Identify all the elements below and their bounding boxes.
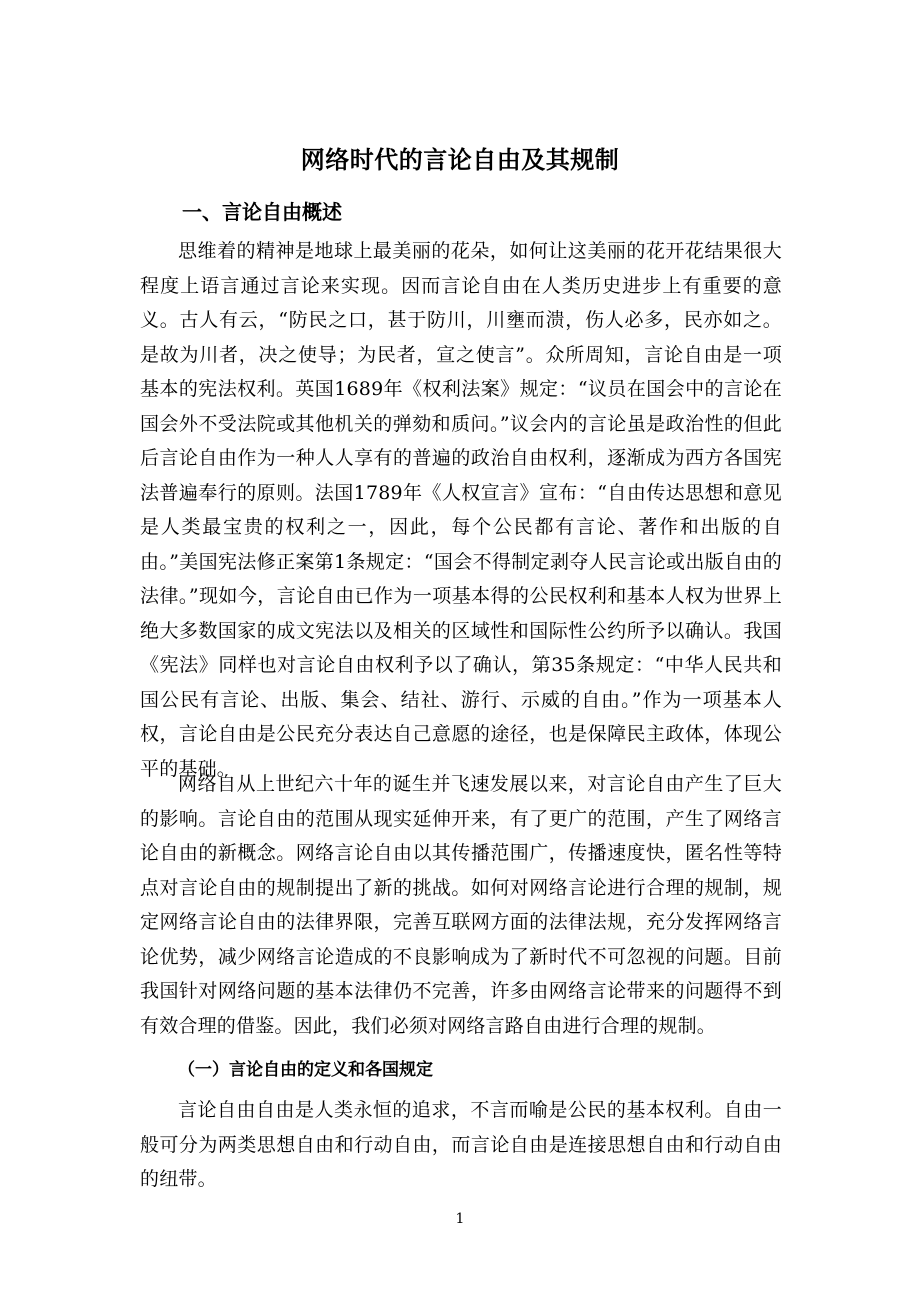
body-paragraph-1: 思维着的精神是地球上最美丽的花朵，如何让这美丽的花开花结果很大程度上语言通过言论来实现。因而言论自由在人类历史进步上有重要的意义。古人有云，“防民之口，甚于防川，川壅而溃，伤人必多，民亦如之。是故为川者，决之使导；为民者，宣之使言”。众所周知，言论自由是一项基本的宪法权利。英国1689年《权利法案》规定：“议员在国会中的言论在国会外不受法院或其他机关的弹劾和质问。”议会内的言论虽是政治性的但此后言论自由作为一种人人享有的普遍的政治自由权利，逐渐成为西方各国宪法普遍奉行的原则。法国1789年《人权宣言》宣布：“自由传达思想和意见是人类最宝贵的权利之一，因此，每个公民都有言论、著作和出版的自由。”美国宪法修正案第1条规定：“国会不得制定剥夺人民言论或出版自由的法律。”现如今，言论自由已作为一项基本得的公民权利和基本人权为世界上绝大多数国家的成文宪法以及相关的区域性和国际性公约所予以确认。我国《宪法》同样也对言论自由权利予以了确认，第35条规定：“中华人民共和国公民有言论、出版、集会、结社、游行、示威的自由。”作为一项基本人权，言论自由是公民充分表达自己意愿的途径，也是保障民主政体，体现公平的基础。 <box>140 240 782 780</box>
document-title: 网络时代的言论自由及其规制 <box>300 146 620 174</box>
body-paragraph-2: 网络自从上世纪六十年的诞生并飞速发展以来，对言论自由产生了巨大的影响。言论自由的范围从现实延伸开来，有了更广的范围，产生了网络言论自由的新概念。网络言论自由以其传播范围广，传播速度快，匿名性等特点对言论自由的规制提出了新的挑战。如何对网络言论进行合理的规制，规定网络言论自由的法律界限，完善互联网方面的法律法规，充分发挥网络言论优势，减少网络言论造成的不良影响成为了新时代不可忽视的问题。目前我国针对网络问题的基本法律仍不完善，许多由网络言论带来的问题得不到有效合理的借鉴。因此，我们必须对网络言路自由进行合理的规制。 <box>140 773 782 1037</box>
section-heading: 一、言论自由概述 <box>182 200 342 224</box>
page-number: 1 <box>455 1211 465 1227</box>
body-paragraph-3: 言论自由自由是人类永恒的追求，不言而喻是公民的基本权利。自由一般可分为两类思想自由和行动自由，而言论自由是连接思想自由和行动自由的纽带。 <box>140 1099 782 1190</box>
subsection-heading: （一）言论自由的定义和各国规定 <box>178 1060 433 1080</box>
